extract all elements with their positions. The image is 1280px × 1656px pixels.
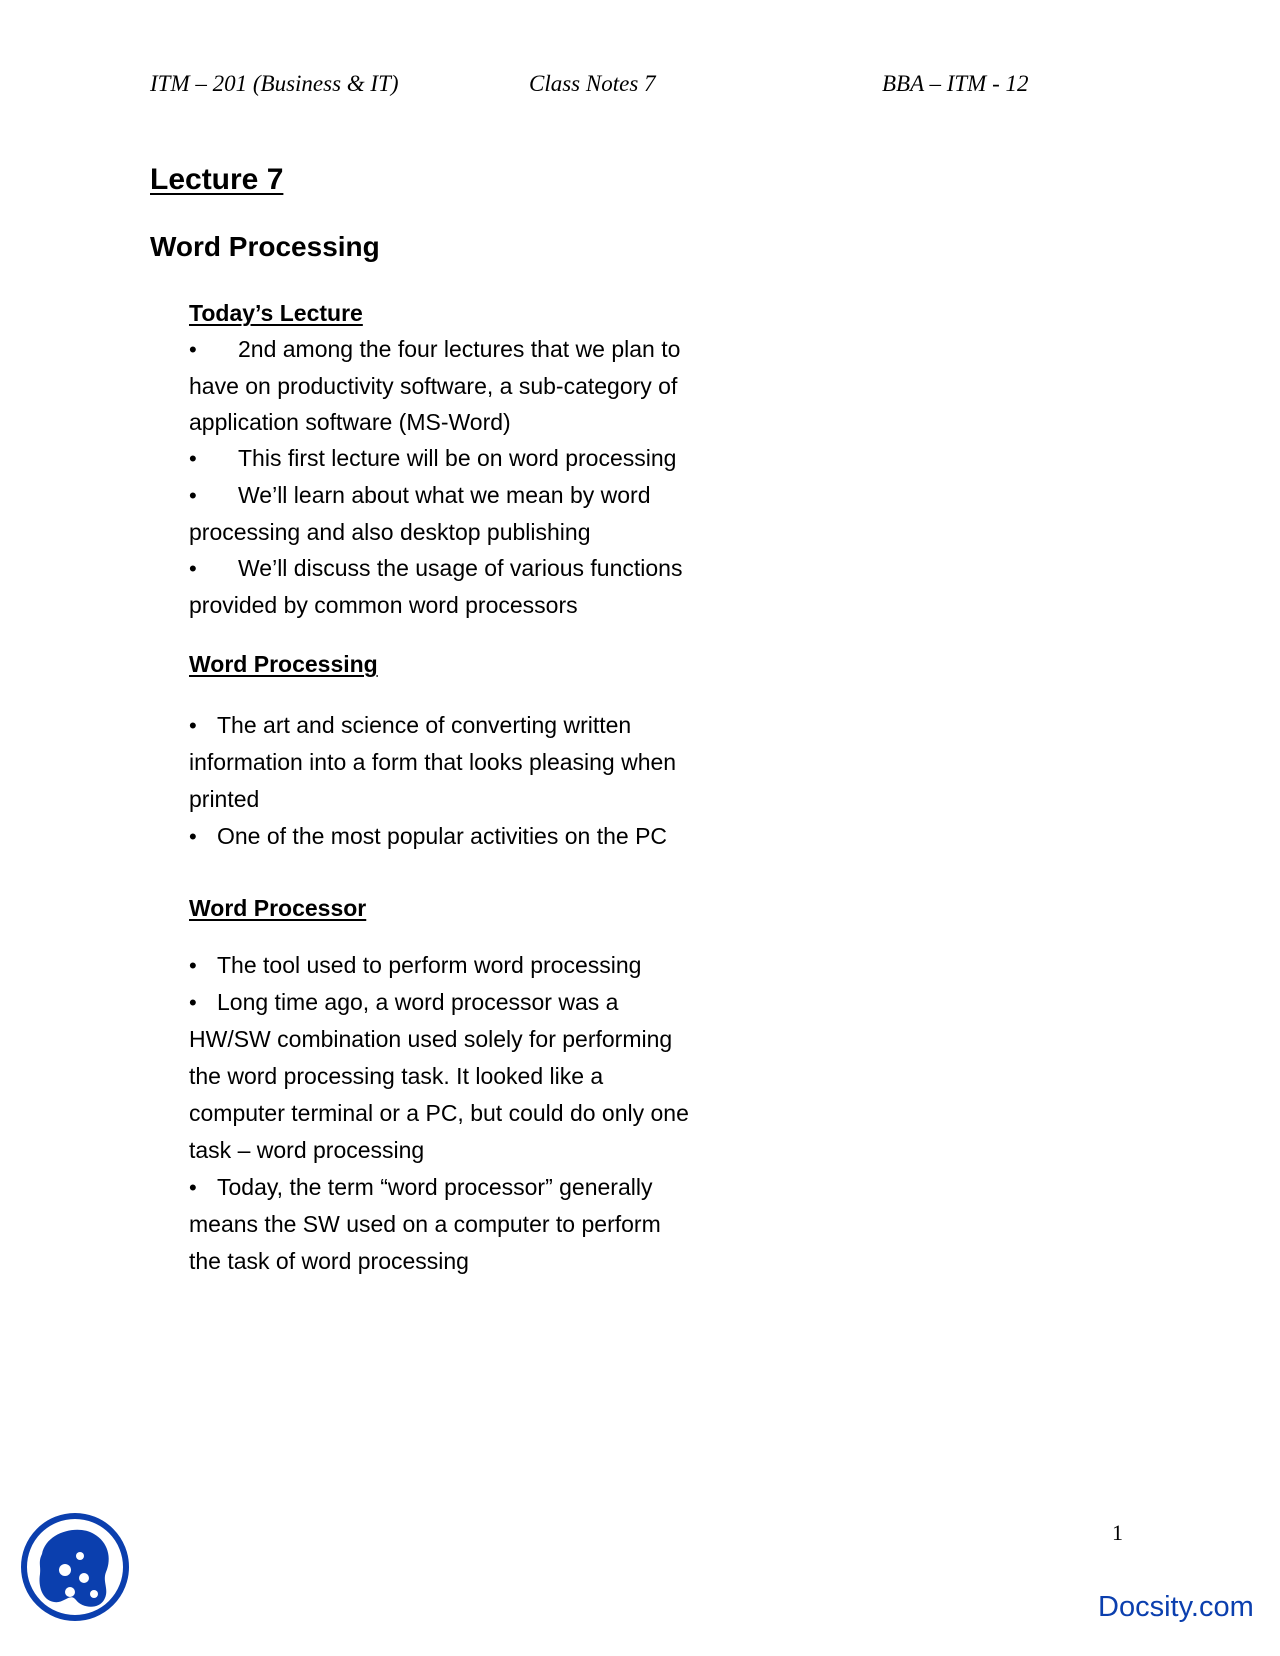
section-heading: Word Processor [189,895,367,921]
bullet-list [189,947,689,1280]
bullet-icon: • [189,337,197,362]
header-course: ITM – 201 (Business & IT) [150,71,399,96]
bullet-icon: • [189,990,197,1015]
header-program: BBA – ITM - 12 [882,71,1029,96]
section-heading: Word Processing [189,651,378,677]
list-item-text: The art and science of converting written information into a form that looks pleasing when printed [189,712,677,812]
list-item [189,947,689,984]
section-word-processing [189,646,689,855]
lecture-title: Lecture 7 [150,163,284,196]
bullet-icon: • [189,483,197,508]
bullet-icon: • [189,713,197,738]
list-item-text: 2nd among the four lectures that we plan to have on productivity software, a sub-category of application software (MS-Word) [189,336,681,435]
header-notes: Class Notes 7 [529,71,656,96]
docsity-brand-link[interactable]: Docsity.com [1098,1591,1254,1623]
list-item-text: The tool used to perform word processing [217,952,642,978]
list-item [189,1169,689,1280]
list-item-text: One of the most popular activities on the PC [217,823,668,849]
list-item [189,477,689,550]
list-item-text: Today, the term “word processor” generally means the SW used on a computer to perform the task of word processing [189,1174,661,1274]
list-item [189,707,689,818]
list-item [189,984,689,1169]
section-word-processor [189,890,689,1280]
list-item [189,440,689,477]
section-heading: Today’s Lecture [189,300,363,326]
list-item-text: This first lecture will be on word processing [238,445,677,471]
section-todays-lecture [189,295,689,623]
bullet-list [189,707,689,855]
list-item [189,331,689,440]
list-item-text: We’ll discuss the usage of various functions provided by common word processors [189,555,683,618]
bullet-icon: • [189,1175,197,1200]
bullet-icon: • [189,953,197,978]
page-number: 1 [1112,1520,1123,1545]
docsity-logo-icon[interactable] [20,1512,130,1622]
list-item-text: We’ll learn about what we mean by word processing and also desktop publishing [189,482,651,545]
bullet-icon: • [189,446,197,471]
bullet-icon: • [189,824,197,849]
topic-title: Word Processing [150,231,380,262]
list-item [189,818,689,855]
list-item-text: Long time ago, a word processor was a HW/SW combination used solely for performing the word processing task. It looked like a computer terminal or a PC, but could do only one task – word processing [189,989,689,1163]
bullet-list [189,331,689,623]
bullet-icon: • [189,556,197,581]
list-item [189,550,689,623]
